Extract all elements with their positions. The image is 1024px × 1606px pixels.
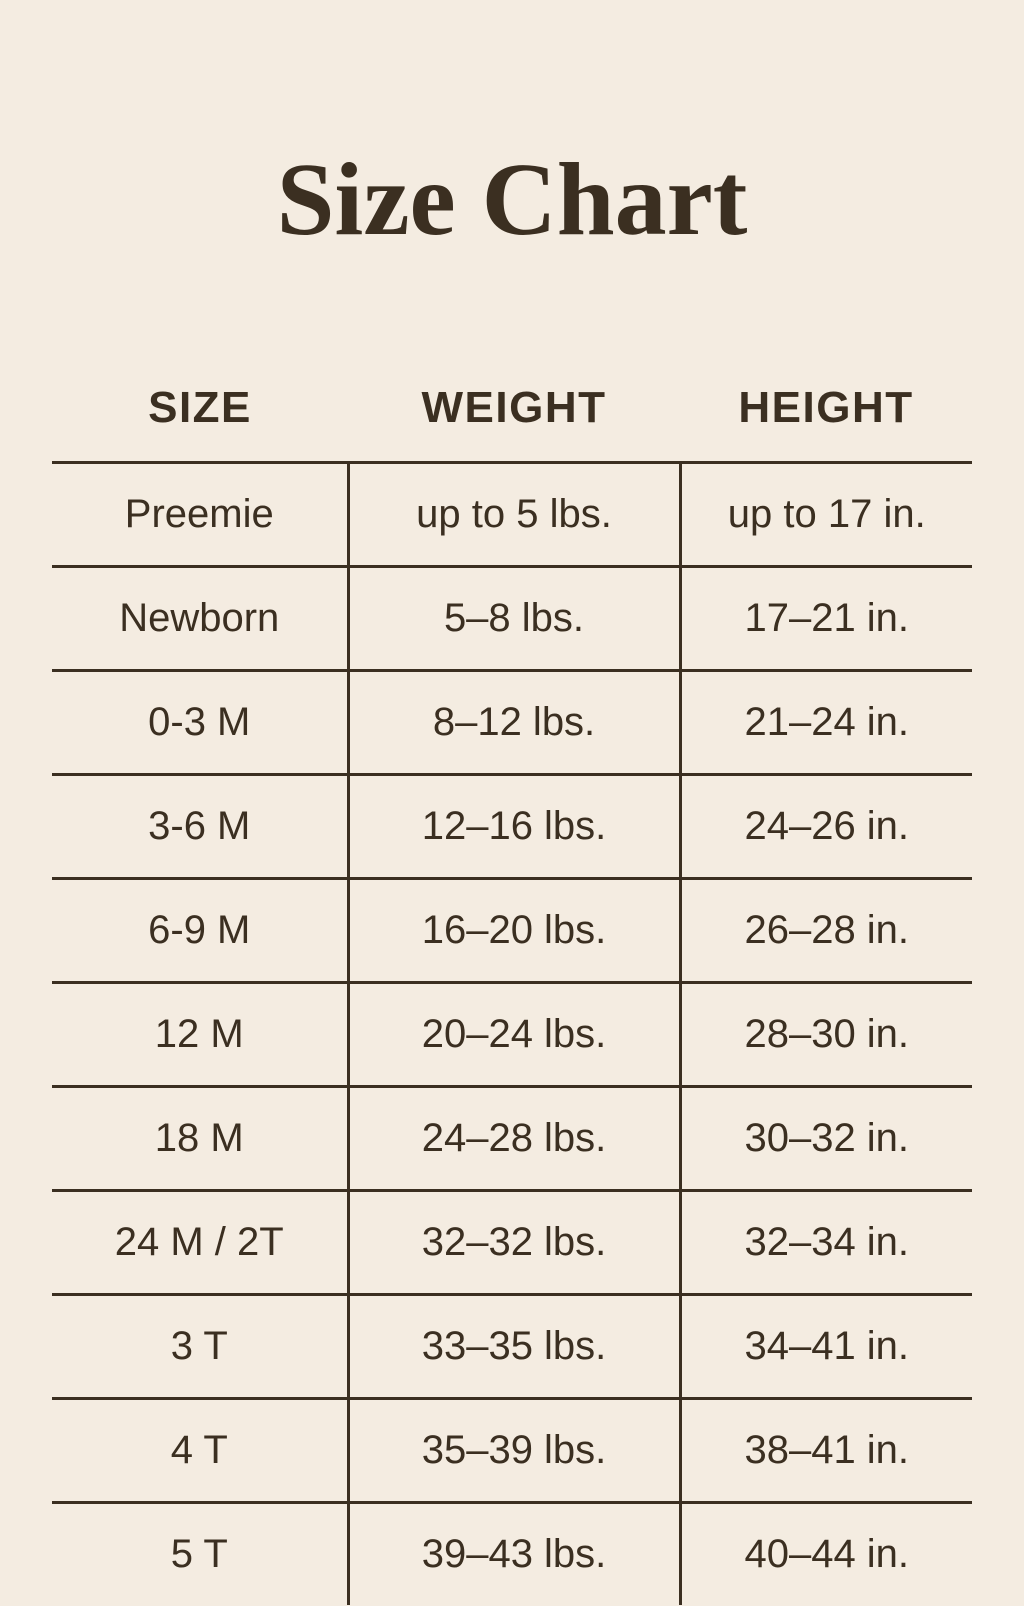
- column-header-height: HEIGHT: [738, 383, 914, 433]
- cell-size: Newborn: [52, 567, 348, 671]
- cell-height: up to 17 in.: [680, 463, 972, 567]
- cell-height: 26–28 in.: [680, 879, 972, 983]
- cell-weight: 8–12 lbs.: [348, 671, 680, 775]
- table-row: [52, 463, 972, 567]
- cell-size: 18 M: [52, 1087, 348, 1191]
- table-header-row: [52, 383, 972, 463]
- size-chart-table-container: [52, 321, 972, 1605]
- table-row: [52, 983, 972, 1087]
- cell-height: 34–41 in.: [680, 1295, 972, 1399]
- table-row: [52, 1087, 972, 1191]
- cell-weight: 39–43 lbs.: [348, 1503, 680, 1606]
- table-row: [52, 775, 972, 879]
- cell-weight: up to 5 lbs.: [348, 463, 680, 567]
- cell-height: 21–24 in.: [680, 671, 972, 775]
- cell-size: 3-6 M: [52, 775, 348, 879]
- column-header-size: SIZE: [148, 383, 252, 433]
- table-row: [52, 567, 972, 671]
- cell-weight: 35–39 lbs.: [348, 1399, 680, 1503]
- table-row: [52, 1191, 972, 1295]
- cell-weight: 33–35 lbs.: [348, 1295, 680, 1399]
- cell-height: 24–26 in.: [680, 775, 972, 879]
- cell-height: 17–21 in.: [680, 567, 972, 671]
- table-body: [52, 463, 972, 1606]
- table-header: [52, 383, 972, 463]
- page-title: Size Chart: [276, 141, 748, 257]
- cell-weight: 16–20 lbs.: [348, 879, 680, 983]
- column-header-weight: WEIGHT: [421, 383, 607, 433]
- cell-size: 6-9 M: [52, 879, 348, 983]
- size-chart-page: [0, 70, 1024, 1606]
- cell-size: Preemie: [52, 463, 348, 567]
- table-row: [52, 1503, 972, 1606]
- cell-height: 40–44 in.: [680, 1503, 972, 1606]
- table-row: [52, 879, 972, 983]
- cell-height: 28–30 in.: [680, 983, 972, 1087]
- cell-size: 4 T: [52, 1399, 348, 1503]
- cell-weight: 12–16 lbs.: [348, 775, 680, 879]
- cell-size: 12 M: [52, 983, 348, 1087]
- table-row: [52, 1295, 972, 1399]
- cell-weight: 20–24 lbs.: [348, 983, 680, 1087]
- cell-size: 5 T: [52, 1503, 348, 1606]
- cell-weight: 32–32 lbs.: [348, 1191, 680, 1295]
- table-row: [52, 1399, 972, 1503]
- cell-size: 3 T: [52, 1295, 348, 1399]
- cell-size: 24 M / 2T: [52, 1191, 348, 1295]
- cell-size: 0-3 M: [52, 671, 348, 775]
- cell-height: 38–41 in.: [680, 1399, 972, 1503]
- cell-height: 30–32 in.: [680, 1087, 972, 1191]
- cell-height: 32–34 in.: [680, 1191, 972, 1295]
- table-row: [52, 671, 972, 775]
- cell-weight: 24–28 lbs.: [348, 1087, 680, 1191]
- size-chart-table: [52, 383, 972, 1605]
- cell-weight: 5–8 lbs.: [348, 567, 680, 671]
